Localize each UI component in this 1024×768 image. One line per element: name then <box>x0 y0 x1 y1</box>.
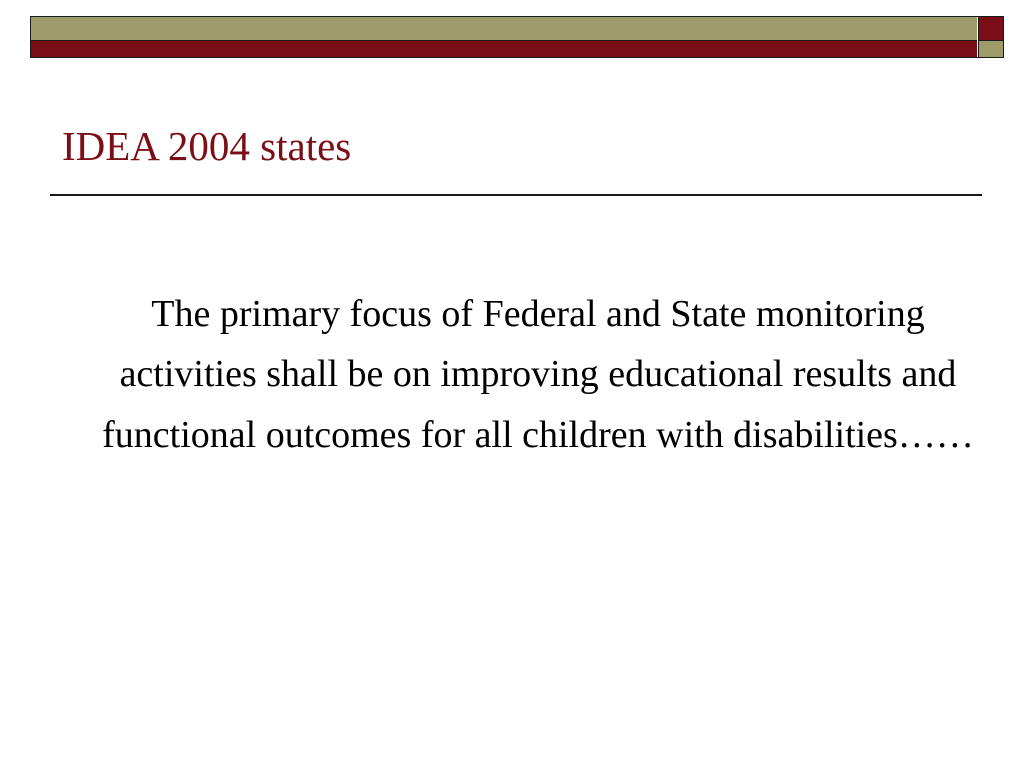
slide-title: IDEA 2004 states <box>62 123 352 169</box>
maroon-stripe <box>31 41 977 57</box>
corner-olive-square <box>978 41 1003 57</box>
title-divider <box>50 194 982 196</box>
corner-maroon-square <box>978 17 1003 41</box>
olive-stripe <box>31 17 977 41</box>
header-decoration-bar <box>30 16 1004 58</box>
slide-body-text: The primary focus of Federal and State monitoring activities shall be on improving educational results and functional outcomes for all children with disabilities…… <box>102 293 974 456</box>
